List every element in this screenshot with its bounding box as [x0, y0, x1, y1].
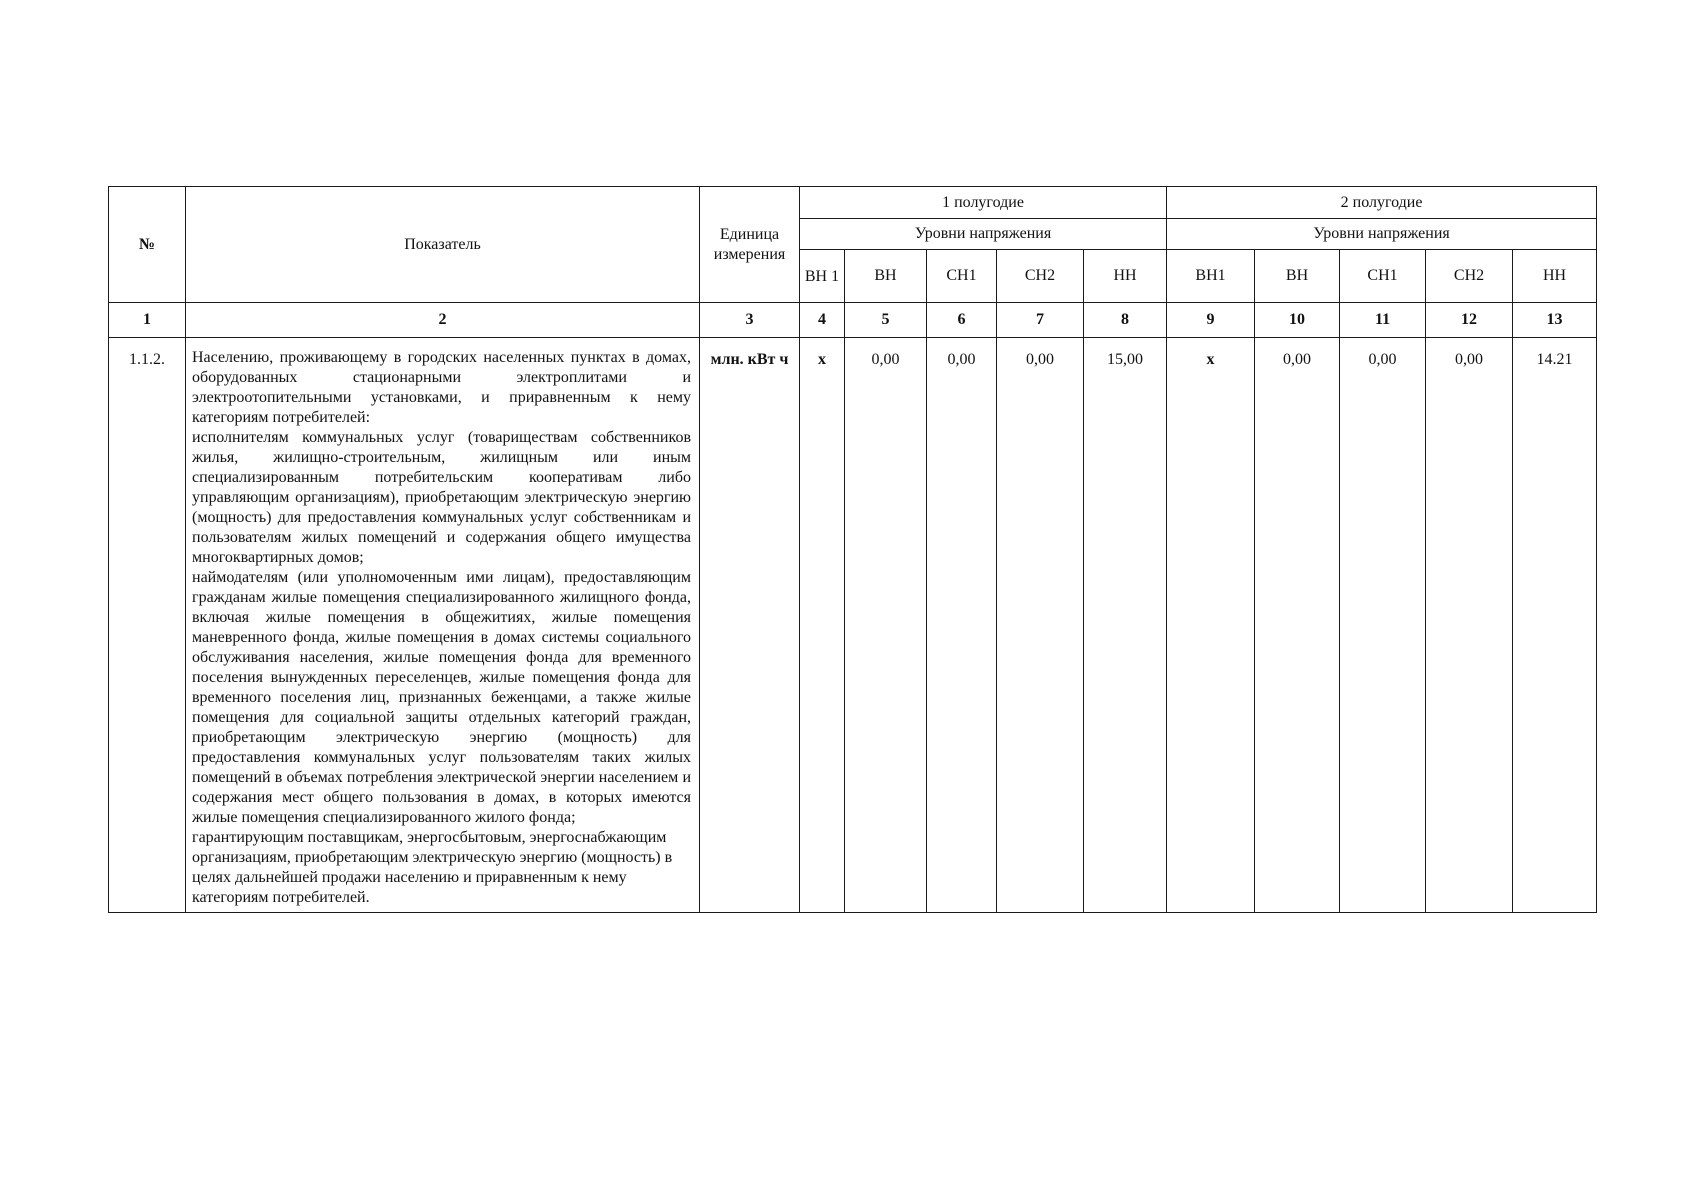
value-h2-vn1: х [1167, 338, 1255, 913]
value-h1-sn1: 0,00 [927, 338, 997, 913]
column-number: 4 [800, 303, 845, 338]
level-h1-vn1: ВН 1 [800, 250, 845, 303]
value-h1-vn1: х [800, 338, 845, 913]
header-half2: 2 полугодие [1167, 187, 1597, 219]
description-paragraph: наймодателям (или уполномоченным ими лицам), предоставляющим гражданам жилые помещения специализированного жилищного фонда, включая жилые помещения в общежитиях, жилые помещения маневренного фонда, жилые помещения в домах системы социального обслуживания населения, жилые помещения фонда для временного поселения вынужденных переселенцев, жилые помещения фонда для временного поселения лиц, признанных беженцами, а также жилые помещения для социальной защиты отдельных категорий граждан, приобретающим электрическую энергию (мощность) для предоставления коммунальных услуг пользователям таких жилых помещений в объемах потребления электрической энергии населением и содержания мест общего пользования в домах, в которых имеются жилые помещения специализированного жилого фонда; [192, 569, 691, 826]
column-number: 10 [1255, 303, 1340, 338]
column-number: 12 [1426, 303, 1513, 338]
column-number: 1 [109, 303, 186, 338]
level-h1-nn: НН [1084, 250, 1167, 303]
row-description [186, 338, 700, 913]
level-h2-nn: НН [1513, 250, 1597, 303]
value-h1-sn2: 0,00 [997, 338, 1084, 913]
row-unit: млн. кВт ч [700, 338, 800, 913]
table-row [109, 338, 1597, 913]
column-number: 7 [997, 303, 1084, 338]
column-number: 8 [1084, 303, 1167, 338]
header-voltage-levels-1: Уровни напряжения [800, 219, 1167, 250]
column-number: 3 [700, 303, 800, 338]
column-number: 6 [927, 303, 997, 338]
header-unit: Единица измерения [700, 187, 800, 303]
column-number: 13 [1513, 303, 1597, 338]
level-h1-sn1: СН1 [927, 250, 997, 303]
header-voltage-levels-2: Уровни напряжения [1167, 219, 1597, 250]
description-paragraph: гарантирующим поставщикам, энергосбытовым, энергоснабжающим организациям, приобретающим электрическую энергию (мощность) в целях дальнейшей продажи населению и приравненным к нему категориям потребителей. [192, 829, 673, 906]
level-h2-sn2: СН2 [1426, 250, 1513, 303]
value-h2-vn: 0,00 [1255, 338, 1340, 913]
level-h2-sn1: СН1 [1340, 250, 1426, 303]
header-indicator: Показатель [186, 187, 700, 303]
column-number: 5 [845, 303, 927, 338]
description-paragraph: исполнителям коммунальных услуг (товариществам собственников жилья, жилищно-строительным, жилищным или иным специализированным потребительским кооперативам либо управляющим организациям), приобретающим электрическую энергию (мощность) для предоставления коммунальных услуг собственникам и пользователям жилых помещений и содержания общего имущества многоквартирных домов; [192, 429, 691, 566]
header-half1: 1 полугодие [800, 187, 1167, 219]
level-h2-vn: ВН [1255, 250, 1340, 303]
level-h2-vn1: ВН1 [1167, 250, 1255, 303]
row-number: 1.1.2. [109, 338, 186, 913]
column-number: 2 [186, 303, 700, 338]
column-number: 9 [1167, 303, 1255, 338]
level-h1-vn: ВН [845, 250, 927, 303]
value-h2-nn: 14.21 [1513, 338, 1597, 913]
value-h1-vn: 0,00 [845, 338, 927, 913]
level-h1-sn2: СН2 [997, 250, 1084, 303]
value-h1-nn: 15,00 [1084, 338, 1167, 913]
header-no: № [109, 187, 186, 303]
value-h2-sn2: 0,00 [1426, 338, 1513, 913]
tariff-table [108, 186, 1597, 913]
column-number: 11 [1340, 303, 1426, 338]
description-paragraph: Населению, проживающему в городских населенных пунктах в домах, оборудованных стационарными электроплитами и электроотопительными установками, и приравненным к нему категориям потребителей: [192, 349, 691, 426]
value-h2-sn1: 0,00 [1340, 338, 1426, 913]
